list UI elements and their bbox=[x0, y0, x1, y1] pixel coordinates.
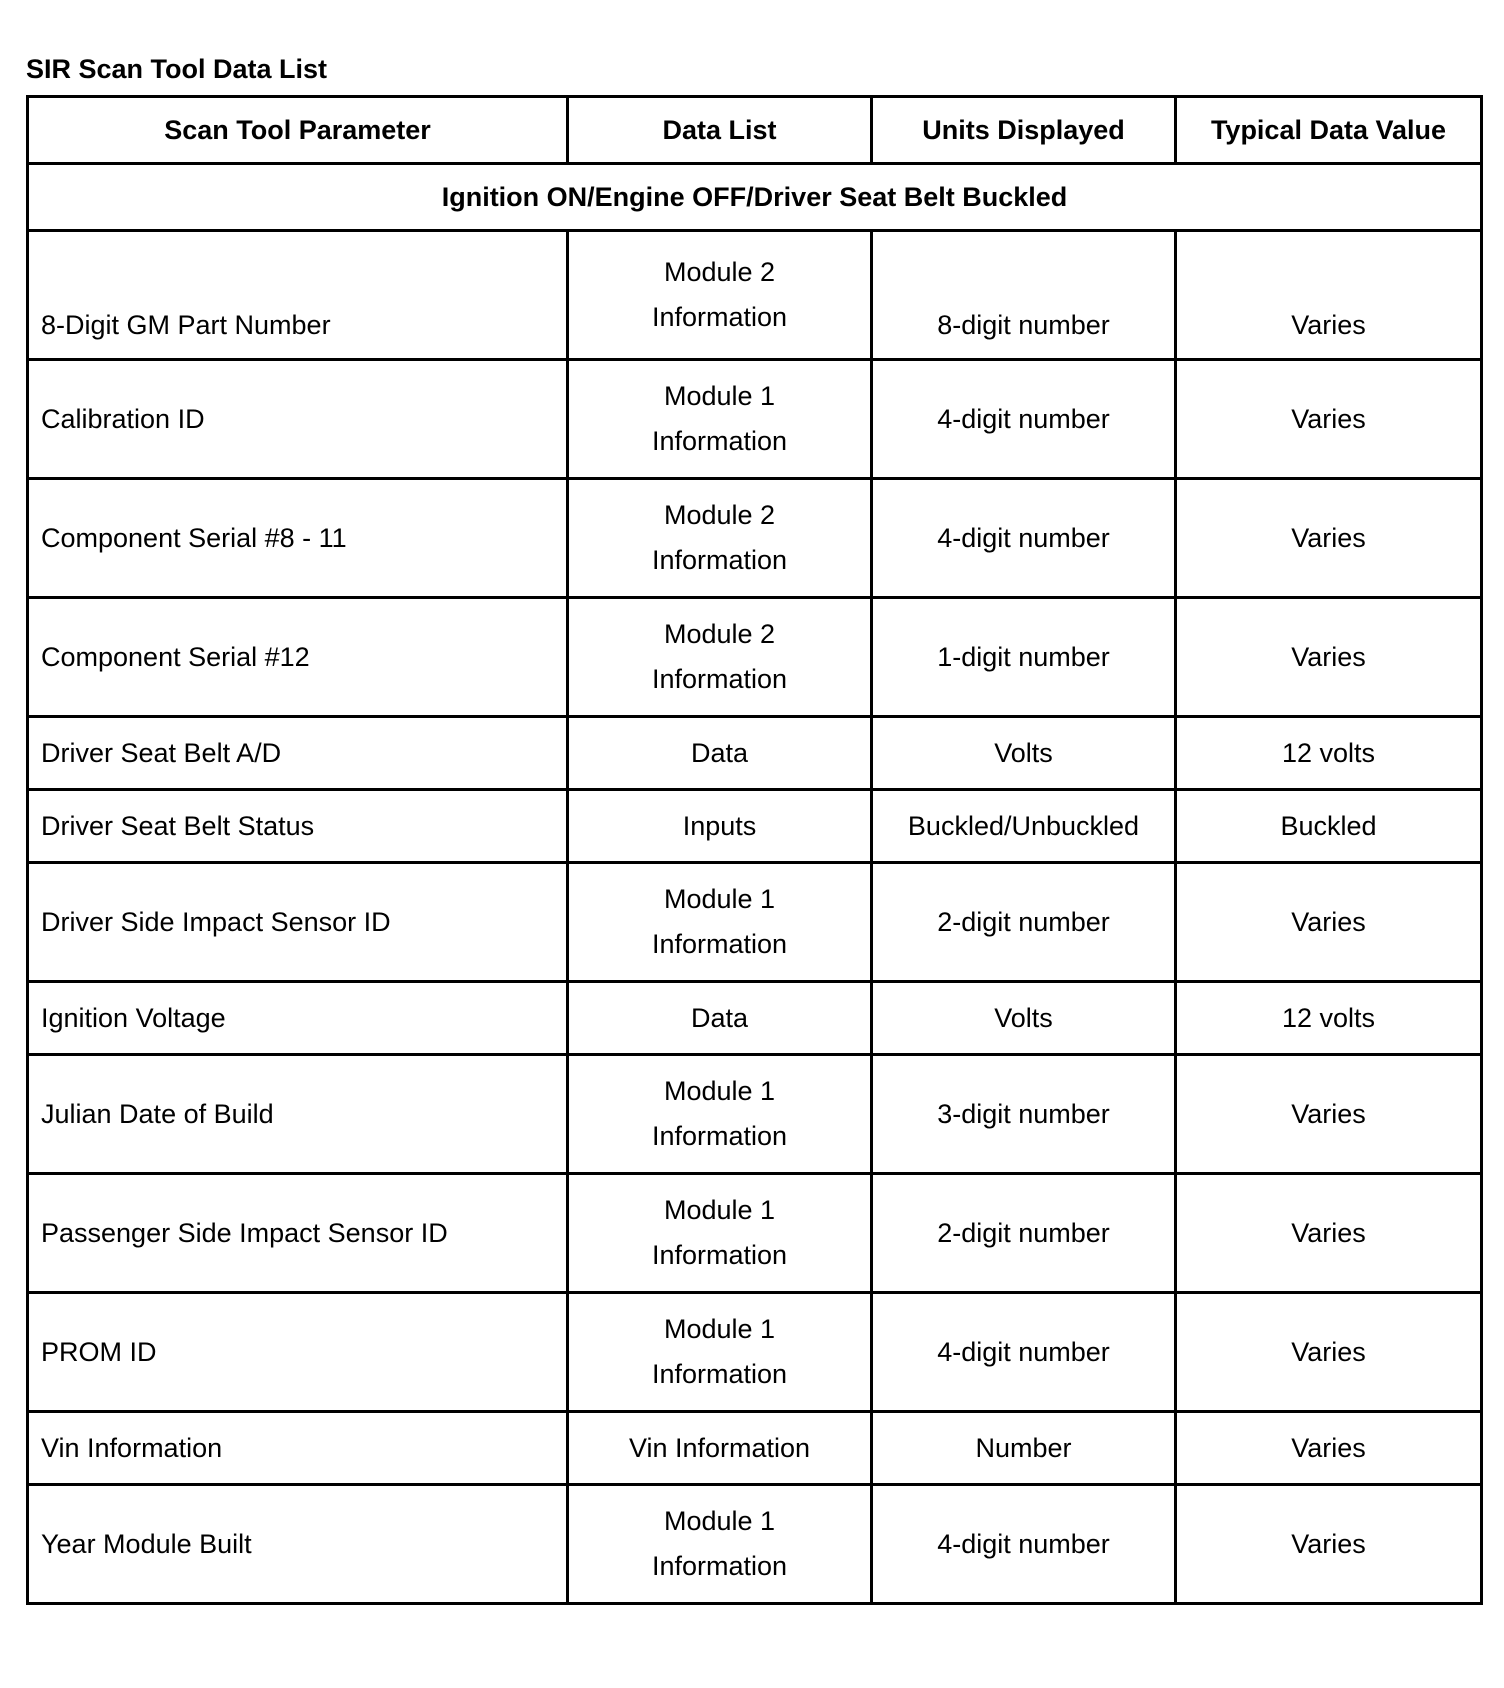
table-row bbox=[28, 1412, 1482, 1485]
data-list-cell bbox=[568, 1412, 872, 1485]
typical-value-cell: Varies bbox=[1176, 479, 1482, 598]
data-list-line-2: Information bbox=[651, 302, 788, 332]
parameter-cell: PROM ID bbox=[28, 1293, 568, 1412]
units-cell: 4-digit number bbox=[872, 1485, 1176, 1604]
data-list-line-1: Module 1 bbox=[663, 1076, 776, 1106]
section-heading: Ignition ON/Engine OFF/Driver Seat Belt Buckled bbox=[28, 164, 1482, 231]
data-list-cell bbox=[568, 1293, 872, 1412]
parameter-cell: Component Serial #8 - 11 bbox=[28, 479, 568, 598]
typical-value-cell: Varies bbox=[1176, 360, 1482, 479]
units-cell: Volts bbox=[872, 717, 1176, 790]
typical-value-cell: Buckled bbox=[1176, 790, 1482, 863]
units-cell: Buckled/Unbuckled bbox=[872, 790, 1176, 863]
table-row bbox=[28, 598, 1482, 717]
header-data-list: Data List bbox=[568, 97, 872, 164]
data-list-line-1: Vin Information bbox=[628, 1432, 811, 1463]
data-list-cell bbox=[568, 231, 872, 360]
data-list-line-1: Inputs bbox=[682, 810, 757, 841]
parameter-cell: Calibration ID bbox=[28, 360, 568, 479]
parameter-cell: Component Serial #12 bbox=[28, 598, 568, 717]
typical-value-cell: 12 volts bbox=[1176, 982, 1482, 1055]
parameter-cell: Julian Date of Build bbox=[28, 1055, 568, 1174]
data-list-line-2: Information bbox=[651, 1240, 788, 1270]
data-list-cell bbox=[568, 717, 872, 790]
table-row bbox=[28, 479, 1482, 598]
section-heading-row bbox=[28, 164, 1482, 231]
units-cell: 4-digit number bbox=[872, 360, 1176, 479]
units-cell: 2-digit number bbox=[872, 1174, 1176, 1293]
data-list-line-1: Module 2 bbox=[663, 500, 776, 530]
parameter-cell: Year Module Built bbox=[28, 1485, 568, 1604]
typical-value-cell: Varies bbox=[1176, 598, 1482, 717]
units-cell: 2-digit number bbox=[872, 863, 1176, 982]
data-list-cell bbox=[568, 863, 872, 982]
table-row bbox=[28, 1055, 1482, 1174]
data-list-cell bbox=[568, 790, 872, 863]
typical-value-cell: Varies bbox=[1176, 1293, 1482, 1412]
document-title: SIR Scan Tool Data List bbox=[26, 54, 328, 84]
parameter-cell: 8-Digit GM Part Number bbox=[28, 231, 568, 360]
data-list-cell bbox=[568, 1174, 872, 1293]
header-typical-data-value: Typical Data Value bbox=[1176, 97, 1482, 164]
data-list-line-2: Information bbox=[651, 426, 788, 456]
parameter-cell: Driver Seat Belt A/D bbox=[28, 717, 568, 790]
data-list-line-1: Module 1 bbox=[663, 1195, 776, 1225]
typical-value-cell: Varies bbox=[1176, 1055, 1482, 1174]
data-list-cell bbox=[568, 598, 872, 717]
data-list-cell bbox=[568, 1055, 872, 1174]
data-list-line-1: Data bbox=[690, 737, 749, 768]
table-row bbox=[28, 231, 1482, 360]
scan-tool-data-table bbox=[26, 95, 1483, 1605]
data-list-line-1: Module 1 bbox=[663, 381, 776, 411]
units-cell: 4-digit number bbox=[872, 1293, 1176, 1412]
table-row bbox=[28, 863, 1482, 982]
parameter-cell: Passenger Side Impact Sensor ID bbox=[28, 1174, 568, 1293]
typical-value-cell: Varies bbox=[1176, 1485, 1482, 1604]
parameter-cell: Driver Side Impact Sensor ID bbox=[28, 863, 568, 982]
data-list-cell bbox=[568, 1485, 872, 1604]
parameter-cell: Ignition Voltage bbox=[28, 982, 568, 1055]
typical-value-cell: Varies bbox=[1176, 863, 1482, 982]
table-header-row bbox=[28, 97, 1482, 164]
units-cell: 3-digit number bbox=[872, 1055, 1176, 1174]
table-row bbox=[28, 360, 1482, 479]
header-scan-tool-parameter: Scan Tool Parameter bbox=[28, 97, 568, 164]
units-cell: 1-digit number bbox=[872, 598, 1176, 717]
data-list-cell bbox=[568, 982, 872, 1055]
data-list-cell bbox=[568, 479, 872, 598]
table-row bbox=[28, 1293, 1482, 1412]
data-list-cell bbox=[568, 360, 872, 479]
units-cell: 8-digit number bbox=[872, 231, 1176, 360]
table-row bbox=[28, 1485, 1482, 1604]
typical-value-cell: Varies bbox=[1176, 231, 1482, 360]
units-cell: 4-digit number bbox=[872, 479, 1176, 598]
parameter-cell: Vin Information bbox=[28, 1412, 568, 1485]
units-cell: Number bbox=[872, 1412, 1176, 1485]
data-list-line-2: Information bbox=[651, 664, 788, 694]
units-cell: Volts bbox=[872, 982, 1176, 1055]
data-list-line-2: Information bbox=[651, 1551, 788, 1581]
data-list-line-2: Information bbox=[651, 929, 788, 959]
table-row bbox=[28, 790, 1482, 863]
typical-value-cell: Varies bbox=[1176, 1412, 1482, 1485]
data-list-line-1: Data bbox=[690, 1002, 749, 1033]
typical-value-cell: Varies bbox=[1176, 1174, 1482, 1293]
data-list-line-2: Information bbox=[651, 1121, 788, 1151]
data-list-line-1: Module 1 bbox=[663, 1314, 776, 1344]
data-list-line-1: Module 2 bbox=[663, 257, 776, 287]
data-list-line-2: Information bbox=[651, 545, 788, 575]
table-row bbox=[28, 1174, 1482, 1293]
data-list-line-1: Module 2 bbox=[663, 619, 776, 649]
data-list-line-1: Module 1 bbox=[663, 1506, 776, 1536]
header-units-displayed: Units Displayed bbox=[872, 97, 1176, 164]
table-row bbox=[28, 982, 1482, 1055]
data-list-line-1: Module 1 bbox=[663, 884, 776, 914]
table-row bbox=[28, 717, 1482, 790]
data-list-line-2: Information bbox=[651, 1359, 788, 1389]
parameter-cell: Driver Seat Belt Status bbox=[28, 790, 568, 863]
typical-value-cell: 12 volts bbox=[1176, 717, 1482, 790]
